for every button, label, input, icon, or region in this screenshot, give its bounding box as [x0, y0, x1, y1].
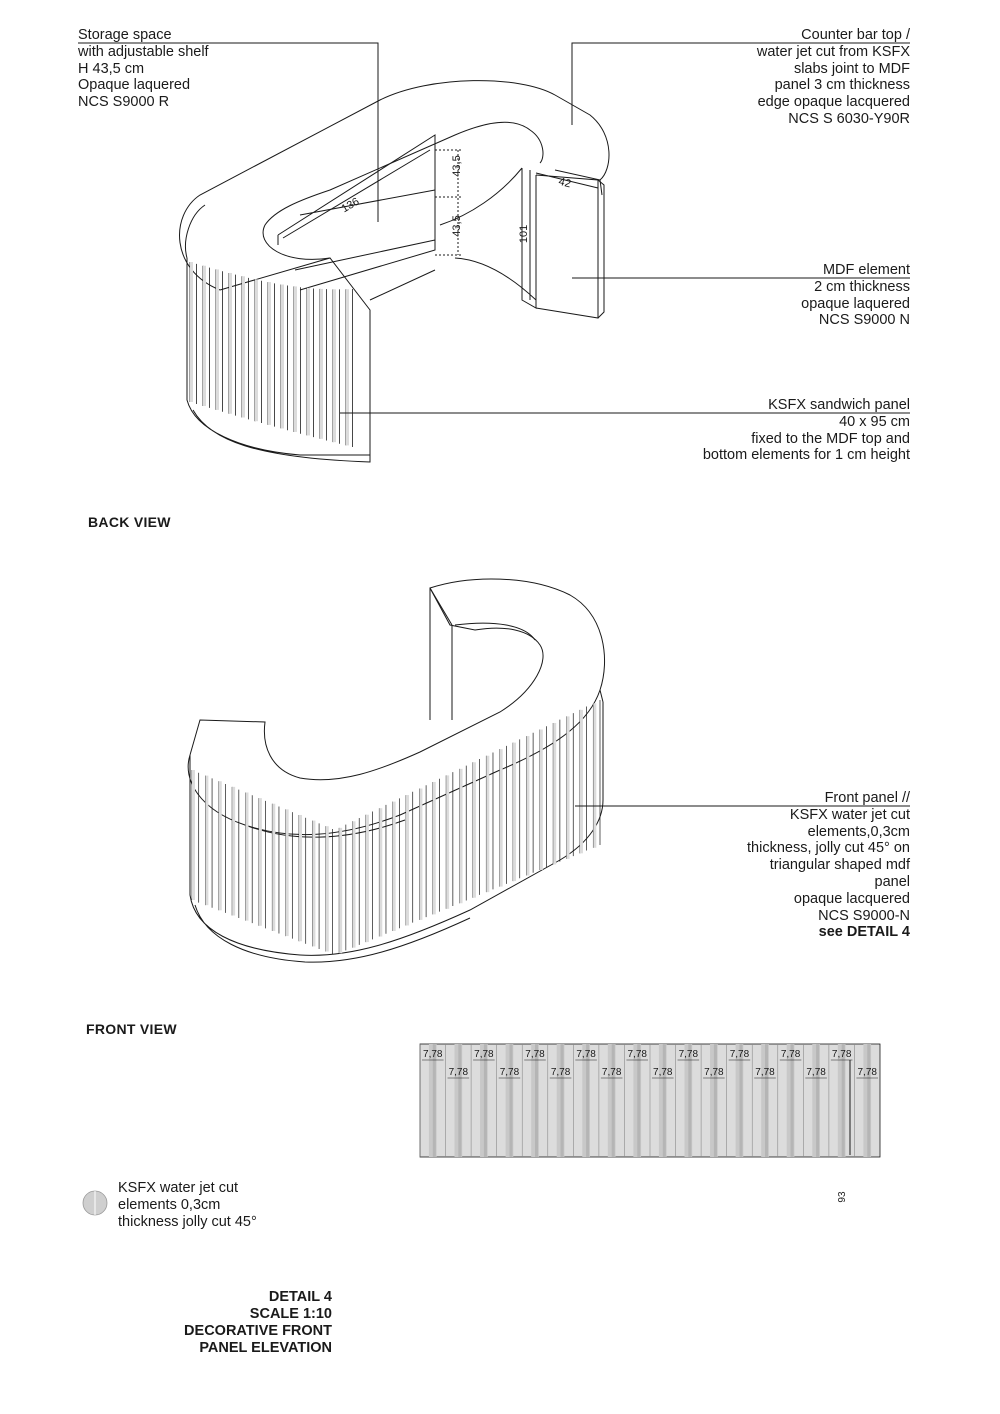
note-line: with adjustable shelf	[78, 43, 209, 60]
detail-module-label: 7,78	[525, 1049, 545, 1060]
detail-fin-edge	[586, 1044, 589, 1157]
dim-136-label: 136	[339, 195, 362, 216]
fin-face	[229, 273, 232, 414]
detail-fin-edge	[688, 1044, 691, 1157]
note-line: edge opaque lacquered	[757, 94, 910, 111]
front-inner-opening	[455, 623, 535, 640]
fin-face	[320, 289, 323, 439]
detail-fin-edge	[765, 1044, 768, 1157]
note-line: elements,0,3cm	[807, 823, 910, 840]
detail-fin-edge	[535, 1044, 538, 1157]
fin-face	[339, 828, 342, 953]
note-line: KSFX sandwich panel	[768, 397, 910, 413]
note-counter-top	[757, 27, 910, 128]
note-line: triangular shaped mdf	[769, 857, 910, 874]
detail-fin-edge	[458, 1044, 461, 1157]
fin-face	[366, 815, 369, 942]
note-detail-reference: see DETAIL 4	[818, 924, 910, 941]
detail-module-label: 7,78	[806, 1067, 826, 1078]
back-base-curve	[187, 258, 370, 462]
detail-fin-edge	[842, 1044, 845, 1157]
detail-title-line: PANEL ELEVATION	[199, 1340, 332, 1356]
detail-title-line: DECORATIVE FRONT	[184, 1323, 332, 1339]
detail-fin-edge	[561, 1044, 564, 1157]
fin-face	[281, 284, 284, 428]
legend-swatch	[83, 1191, 107, 1215]
detail-module-label: 7,78	[755, 1067, 775, 1078]
note-line: MDF element	[822, 262, 910, 278]
detail-module-label: 7,78	[729, 1049, 750, 1060]
fin-face	[433, 782, 436, 914]
detail-module-label: 7,78	[857, 1067, 877, 1078]
detail-module-label: 7,78	[831, 1049, 852, 1060]
detail-fin-edge	[791, 1044, 794, 1157]
back-inner-opening	[263, 122, 543, 259]
detail-legend-text	[118, 1180, 257, 1230]
note-line: NCS S9000 N	[818, 312, 910, 329]
note-ksfx-panel	[703, 397, 910, 464]
detail-module-label: 7,78	[780, 1049, 801, 1060]
detail-fin-edge	[433, 1044, 436, 1157]
detail-fin-edge	[509, 1044, 512, 1157]
fin-face	[246, 792, 249, 920]
note-line: Storage space	[78, 27, 172, 43]
fin-face	[232, 787, 235, 916]
detail-module-label: 7,78	[474, 1049, 494, 1060]
note-line: panel 3 cm thickness	[774, 77, 910, 94]
note-line: thickness, jolly cut 45° on	[747, 840, 910, 857]
note-mdf-element	[801, 262, 910, 329]
fin-face	[473, 762, 476, 897]
note-line: NCS S9000 R	[78, 94, 170, 111]
fin-face	[393, 802, 396, 931]
fin-face	[312, 821, 315, 947]
fin-face	[268, 282, 271, 425]
note-line: NCS S9000-N	[818, 907, 910, 924]
dim-depth-label: 42	[557, 175, 573, 191]
back-fins	[190, 262, 353, 447]
detail-fin-edge	[739, 1044, 742, 1157]
legend-line: elements 0,3cm	[118, 1196, 221, 1213]
note-line: bottom elements for 1 cm height	[702, 447, 910, 464]
back-top-thickness	[186, 180, 602, 270]
fin-face	[553, 723, 556, 864]
dim-shelf-lower-label: 43,5	[451, 215, 463, 237]
detail-module-label: 7,78	[448, 1067, 469, 1078]
fin-face	[272, 804, 275, 931]
fin-face	[259, 798, 262, 926]
fin-face	[567, 716, 570, 858]
fin-face	[219, 781, 222, 910]
fin-face	[346, 289, 349, 445]
fin-face	[406, 795, 409, 925]
detail-height-label: 93	[837, 1191, 848, 1203]
note-line: fixed to the MDF top and	[751, 430, 910, 447]
fin-face	[192, 770, 195, 900]
note-line: NCS S 6030-Y90R	[788, 110, 910, 127]
detail-fin-edge	[484, 1044, 487, 1157]
legend-line: KSFX water jet cut	[118, 1180, 239, 1196]
fin-face	[379, 808, 382, 936]
detail-title-block	[130, 1289, 332, 1357]
fin-face	[190, 262, 193, 402]
fin-face	[333, 289, 336, 442]
note-storage-space	[78, 27, 209, 111]
detail-fin-edge	[816, 1044, 819, 1157]
back-view-dimension-labels	[340, 155, 573, 243]
detail-module-label: 7,78	[653, 1067, 673, 1078]
detail-fin-edge	[867, 1044, 870, 1157]
detail-module-label: 7,78	[627, 1049, 647, 1060]
back-storage-box	[278, 135, 435, 300]
fin-face	[580, 710, 583, 853]
dim-136-line	[283, 150, 430, 238]
note-line: KSFX water jet cut	[789, 806, 910, 823]
fin-face	[205, 776, 208, 906]
note-line: panel	[874, 873, 910, 890]
detail-module-label: 7,78	[423, 1049, 443, 1060]
fin-face	[593, 703, 596, 847]
detail-fin-edge	[714, 1044, 717, 1157]
note-line: Opaque laquered	[78, 77, 191, 94]
detail-module-label: 7,78	[601, 1067, 622, 1078]
fin-face	[353, 821, 356, 947]
fin-face	[540, 730, 543, 870]
fin-face	[486, 756, 489, 892]
note-line: water jet cut from KSFX	[756, 43, 910, 60]
detail-module-label: 7,78	[550, 1067, 571, 1078]
legend-line: thickness jolly cut 45°	[118, 1213, 257, 1230]
note-line: 40 x 95 cm	[839, 413, 910, 430]
fin-face	[526, 736, 529, 875]
fin-face	[203, 266, 206, 406]
fin-face	[446, 775, 449, 908]
fin-face	[294, 286, 297, 432]
dim-height-label: 101	[518, 224, 530, 244]
fin-face	[242, 276, 245, 417]
detail-module-label: 7,78	[678, 1049, 699, 1060]
back-view-title: BACK VIEW	[88, 514, 171, 530]
fin-face	[460, 769, 463, 903]
fin-face	[419, 789, 422, 920]
note-line: 2 cm thickness	[814, 278, 910, 295]
note-line: Counter bar top /	[801, 27, 910, 43]
note-line: slabs joint to MDF	[793, 60, 910, 77]
note-line: opaque laquered	[801, 295, 910, 312]
fin-face	[216, 269, 219, 409]
note-line: Front panel //	[824, 790, 910, 806]
fin-face	[255, 279, 258, 421]
fin-face	[500, 749, 503, 886]
detail-title-line: DETAIL 4	[268, 1289, 332, 1305]
fin-face	[307, 288, 310, 435]
detail-fin-edge	[612, 1044, 615, 1157]
detail-title-line: SCALE 1:10	[249, 1306, 332, 1322]
note-line: H 43,5 cm	[78, 60, 145, 77]
fin-face	[299, 815, 302, 941]
detail-module-label: 7,78	[576, 1049, 596, 1060]
front-view-title: FRONT VIEW	[86, 1021, 177, 1037]
fin-face	[326, 826, 329, 951]
fin-face	[513, 743, 516, 881]
detail-module-label: 7,78	[499, 1067, 520, 1078]
detail-panel-elevation	[420, 1044, 880, 1157]
detail-fin-edge	[637, 1044, 640, 1157]
detail-module-label: 7,78	[704, 1067, 724, 1078]
detail-fin-edge	[663, 1044, 666, 1157]
note-front-panel	[747, 790, 910, 941]
dim-shelf-upper-label: 43,5	[451, 155, 463, 177]
note-line: opaque lacquered	[793, 890, 910, 907]
fin-face	[286, 809, 289, 936]
